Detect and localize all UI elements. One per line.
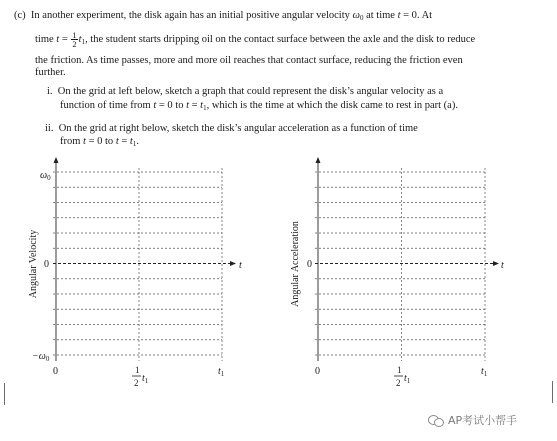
x-tick-end-left: $t_1$ (218, 366, 225, 378)
fraction-one-half: $\frac{1}{2}$ (72, 30, 77, 49)
x-tick-half-den-right: 2 (396, 378, 401, 388)
y-tick-neg-omega0: $-\omega_0$ (32, 351, 50, 363)
intro-line-3: the friction. As time passes, more and more oil reaches that contact surface, reducing the friction even (35, 55, 463, 66)
item-i-line-2: function of time from t = 0 to $t = t_1$, which is the time at which the disk came to rest in part (a). (60, 100, 458, 112)
wechat-icon (428, 414, 444, 426)
item-i-line-1: i. On the grid at left below, sketch a graph that could represent the disk’s angular velocity as a (47, 86, 444, 97)
x-tick-zero-left: 0 (53, 366, 58, 377)
y-axis-label-angular-velocity: Angular Velocity (28, 229, 39, 299)
item-ii-line-2: from t = 0 to $t = t_1$. (60, 136, 139, 148)
watermark-text: AP考试小帮手 (448, 414, 518, 427)
item-ii-line-1: ii. On the grid at right below, sketch the disk’s angular acceleration as a function of time (45, 123, 418, 134)
y-axis-label-angular-acceleration: Angular Acceleration (290, 221, 301, 307)
x-axis-arrowhead (493, 261, 499, 266)
y-tick-omega0: $\omega_0$ (40, 170, 51, 182)
x-axis-var-left: t (239, 260, 242, 271)
y-axis-arrowhead (316, 157, 321, 163)
angular-velocity-grid[interactable] (53, 157, 236, 361)
x-tick-half-num-right: 1 (397, 365, 402, 375)
intro-line-4: further. (35, 67, 66, 78)
intro-line-2: time t = $\frac{1}{2}$ $t_1$, the student starts dripping oil on the contact surface between the axle and the disk to reduce (35, 30, 476, 49)
watermark (428, 412, 517, 428)
x-axis-var-right: t (501, 260, 504, 271)
intro-line-1: (c) In another experiment, the disk again has an initial positive angular velocity $\omega_0$ at time t = 0. At (14, 10, 433, 22)
x-axis-arrowhead (230, 261, 236, 266)
x-tick-half-num-left: 1 (135, 365, 140, 375)
x-tick-end-right: $t_1$ (481, 366, 488, 378)
page-edge-mark-left (4, 383, 5, 405)
y-tick-zero-left: 0 (44, 259, 49, 270)
x-tick-half-t-right: $t_1$ (404, 373, 411, 385)
x-tick-half-t-left: $t_1$ (142, 373, 149, 385)
page-edge-mark-right (552, 381, 553, 403)
angular-acceleration-grid[interactable] (315, 157, 499, 361)
y-axis-arrowhead (54, 157, 59, 163)
y-tick-zero-right: 0 (307, 259, 312, 270)
part-label: (c) (14, 10, 26, 21)
x-tick-half-den-left: 2 (134, 378, 139, 388)
x-tick-zero-right: 0 (315, 366, 320, 377)
